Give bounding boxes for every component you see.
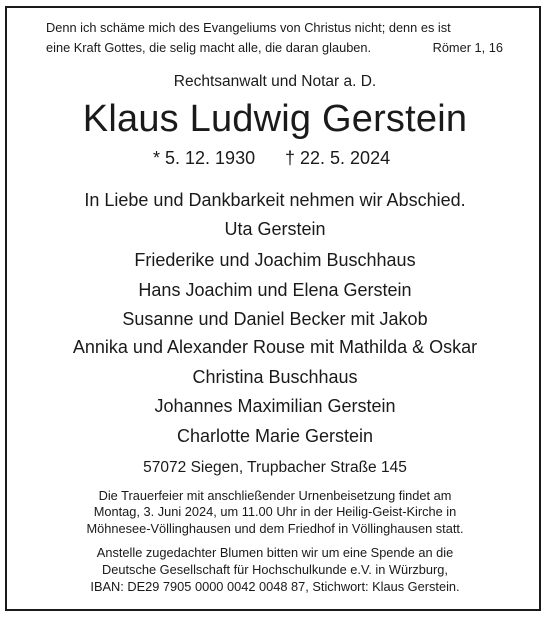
- mourner-name: Johannes Maximilian Gerstein: [154, 396, 396, 416]
- funeral-line: Die Trauerfeier mit anschließender Urnenbeisetzung findet am: [98, 488, 452, 503]
- donation-line: Anstelle zugedachter Blumen bitten wir um eine Spende an die: [96, 545, 454, 560]
- death-date: † 22. 5. 2024: [285, 148, 391, 168]
- verse-line-1: Denn ich schäme mich des Evangeliums von Christus nicht; denn es ist: [46, 20, 451, 35]
- mourner-name: Hans Joachim und Elena Gerstein: [138, 280, 412, 300]
- farewell-line: In Liebe und Dankbarkeit nehmen wir Abschied.: [84, 190, 466, 210]
- mourner-name: Christina Buschhaus: [192, 367, 358, 387]
- mourner-name: Annika und Alexander Rouse mit Mathilda & Oskar: [72, 337, 478, 357]
- mourner-name: Friederike und Joachim Buschhaus: [134, 250, 416, 270]
- deceased-name: Klaus Ludwig Gerstein: [82, 98, 468, 140]
- donation-line: IBAN: DE29 7905 0000 0042 0048 87, Stichwort: Klaus Gerstein.: [90, 579, 460, 594]
- mourner-name: Charlotte Marie Gerstein: [176, 426, 374, 446]
- birth-date: * 5. 12. 1930: [153, 148, 256, 168]
- address-line: 57072 Siegen, Trupbacher Straße 145: [143, 459, 407, 476]
- funeral-line: Montag, 3. Juni 2024, um 11.00 Uhr in der Heilig-Geist-Kirche in: [93, 504, 457, 519]
- mourner-name: Uta Gerstein: [224, 219, 326, 239]
- verse-line-2: eine Kraft Gottes, die selig macht alle, die daran glauben.: [46, 40, 372, 55]
- donation-line: Deutsche Gesellschaft für Hochschulkunde e.V. in Würzburg,: [102, 562, 448, 577]
- verse-reference: Römer 1, 16: [432, 40, 503, 55]
- mourner-name: Susanne und Daniel Becker mit Jakob: [122, 309, 428, 329]
- deceased-title: Rechtsanwalt und Notar a. D.: [173, 73, 377, 90]
- funeral-line: Möhnesee-Völlinghausen und dem Friedhof in Völlinghausen statt.: [86, 521, 464, 536]
